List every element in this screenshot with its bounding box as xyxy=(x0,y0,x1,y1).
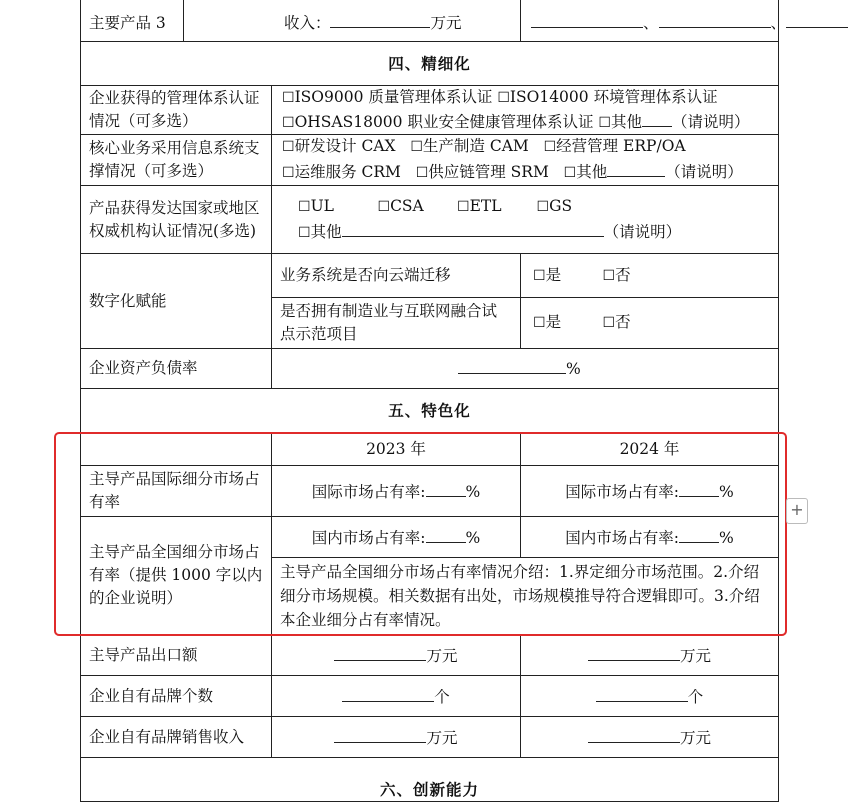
label-cloud-yes: 是 xyxy=(545,265,562,284)
application-form-table xyxy=(80,0,787,802)
opt-iso9000: ISO9000 质量管理体系认证 xyxy=(294,88,493,106)
intl-blank-2024[interactable] xyxy=(679,479,719,497)
checkbox-cloud-yes[interactable]: ☐ xyxy=(533,267,546,284)
row-intl-share xyxy=(81,466,779,517)
opt-ohsas18000: OHSAS18000 职业安全健康管理体系认证 xyxy=(294,113,594,131)
intl-share-2023 xyxy=(272,466,521,517)
brand-sales-2024 xyxy=(521,717,779,758)
opt-csa: CSA xyxy=(390,197,424,215)
checkbox-cam[interactable]: ☐ xyxy=(410,139,423,155)
product-field-2[interactable] xyxy=(659,10,771,28)
brands-blank-2023[interactable] xyxy=(342,684,434,702)
opt-info-other: 其他 xyxy=(576,163,608,181)
digital-q1: 业务系统是否向云端迁移 xyxy=(272,254,521,298)
checkbox-iso9000[interactable]: ☐ xyxy=(282,90,295,106)
domestic-share-2023 xyxy=(272,517,521,558)
domestic-description[interactable]: 主导产品全国细分市场占有率情况介绍：1.界定细分市场范围。2.介绍细分市场规模。相关数据有出处，市场规模推导符合逻辑即可。3.介绍本企业细分占有率情况。 xyxy=(272,558,779,635)
opt-cam: 生产制造 CAM xyxy=(422,137,529,155)
revenue-unit: 万元 xyxy=(430,14,462,32)
opt-mgmt-other: 其他 xyxy=(610,113,642,131)
checkbox-pilot-no[interactable]: ☐ xyxy=(602,315,616,331)
years-header-empty xyxy=(81,433,272,466)
debt-label: 企业资产负债率 xyxy=(81,349,272,389)
intl-share-2024 xyxy=(521,466,779,517)
opt-iso14000: ISO14000 环境管理体系认证 xyxy=(509,88,718,106)
checkbox-iso14000[interactable]: ☐ xyxy=(497,90,510,106)
export-label: 主导产品出口额 xyxy=(81,635,272,676)
cert-other-blank[interactable] xyxy=(342,219,604,237)
checkbox-crm[interactable]: ☐ xyxy=(282,165,295,181)
info-sys-options xyxy=(272,135,779,186)
revenue-label: 收入： xyxy=(283,14,331,32)
export-unit-2023: 万元 xyxy=(426,646,458,665)
checkbox-srm[interactable]: ☐ xyxy=(415,165,429,181)
brand-sales-blank-2023[interactable] xyxy=(334,725,426,743)
label-pilot-yes: 是 xyxy=(545,313,562,331)
section-4-title: 四、精细化 xyxy=(81,42,779,86)
opt-ul: UL xyxy=(310,197,334,215)
section-5-title: 五、特色化 xyxy=(81,389,779,433)
debt-value xyxy=(272,349,779,389)
mgmt-cert-options xyxy=(272,86,779,135)
export-2024 xyxy=(521,635,779,676)
brands-unit-2023: 个 xyxy=(434,687,450,706)
row-debt-ratio xyxy=(81,349,779,389)
label-cloud-no: 否 xyxy=(615,265,631,284)
brands-2023 xyxy=(272,676,521,717)
cert-note: （请说明） xyxy=(603,223,682,241)
export-unit-2024: 万元 xyxy=(679,646,711,665)
year-2024-header: 2024 年 xyxy=(521,433,779,466)
info-note: （请说明） xyxy=(665,163,743,181)
intl-blank-2023[interactable] xyxy=(426,479,466,497)
domestic-blank-2024[interactable] xyxy=(679,525,719,543)
intl-share-label: 主导产品国际细分市场占有率 xyxy=(81,466,272,517)
checkbox-erp[interactable]: ☐ xyxy=(543,139,557,155)
row-brand-sales xyxy=(81,717,779,758)
opt-gs: GS xyxy=(549,197,573,215)
row-product-cert xyxy=(81,186,779,254)
row-digital-1 xyxy=(81,254,779,298)
digital-q2-answer xyxy=(521,298,779,349)
main-product-3-label xyxy=(81,0,184,42)
domestic-blank-2023[interactable] xyxy=(426,525,466,543)
label-pilot-no: 否 xyxy=(615,313,631,331)
brands-unit-2024: 个 xyxy=(687,687,704,706)
product-cert-label: 产品获得发达国家或地区权威机构认证情况(多选) xyxy=(81,186,272,254)
opt-erp: 经营管理 ERP/OA xyxy=(556,137,686,155)
debt-unit: % xyxy=(566,360,581,378)
checkbox-ul[interactable]: ☐ xyxy=(298,199,311,215)
revenue-blank[interactable] xyxy=(330,10,430,28)
export-2023 xyxy=(272,635,521,676)
add-row-button[interactable]: + xyxy=(786,498,808,524)
mgmt-other-blank[interactable] xyxy=(642,109,672,127)
product-field-1[interactable] xyxy=(531,10,643,28)
checkbox-info-other[interactable]: ☐ xyxy=(563,165,577,181)
section-6-title: 六、创新能力 xyxy=(81,758,779,802)
intl-unit-2024: % xyxy=(719,482,734,501)
checkbox-gs[interactable]: ☐ xyxy=(536,199,550,215)
mgmt-note: （请说明） xyxy=(671,113,750,131)
separator-1: 、 xyxy=(643,14,659,32)
domestic-unit-2024: % xyxy=(719,528,734,547)
export-blank-2024[interactable] xyxy=(588,643,680,661)
checkbox-ohsas18000[interactable]: ☐ xyxy=(282,115,295,131)
brands-2024 xyxy=(521,676,779,717)
digital-q1-answer xyxy=(521,254,779,298)
opt-cax: 研发设计 CAX xyxy=(294,137,396,155)
opt-crm: 运维服务 CRM xyxy=(294,163,401,181)
domestic-unit-2023: % xyxy=(465,528,481,547)
digital-q2: 是否拥有制造业与互联网融合试点示范项目 xyxy=(272,298,521,349)
checkbox-cax[interactable]: ☐ xyxy=(282,139,295,155)
checkbox-csa[interactable]: ☐ xyxy=(377,199,391,215)
row-years-header xyxy=(81,433,779,466)
mgmt-cert-label: 企业获得的管理体系认证情况（可多选） xyxy=(81,86,272,135)
opt-cert-other: 其他 xyxy=(310,223,342,241)
domestic-field-2024: 国内市场占有率: xyxy=(565,528,679,547)
opt-etl: ETL xyxy=(469,197,502,215)
row-info-sys xyxy=(81,135,779,186)
separator-2: 、 xyxy=(770,14,787,32)
main-product-3-text: 主要产品 3 xyxy=(89,14,166,32)
intl-unit-2023: % xyxy=(465,482,481,501)
export-blank-2023[interactable] xyxy=(334,643,426,661)
row-export xyxy=(81,635,779,676)
domestic-field-2023: 国内市场占有率: xyxy=(311,528,426,547)
checkbox-cloud-no[interactable]: ☐ xyxy=(602,267,616,284)
brand-sales-label: 企业自有品牌销售收入 xyxy=(81,717,272,758)
product-field-3[interactable] xyxy=(786,10,848,28)
debt-blank[interactable] xyxy=(458,356,566,374)
opt-srm: 供应链管理 SRM xyxy=(428,163,549,181)
checkbox-cert-other[interactable]: ☐ xyxy=(298,225,311,241)
brand-sales-blank-2024[interactable] xyxy=(588,725,680,743)
main-product-3-fields xyxy=(521,0,787,42)
intl-field-2024: 国际市场占有率: xyxy=(565,482,679,501)
checkbox-etl[interactable]: ☐ xyxy=(457,199,470,215)
product-cert-options xyxy=(272,186,779,254)
info-sys-label: 核心业务采用信息系统支撑情况（可多选） xyxy=(81,135,272,186)
info-other-blank[interactable] xyxy=(607,159,665,177)
domestic-share-label: 主导产品全国细分市场占有率（提供 1000 字以内的企业说明） xyxy=(81,517,272,635)
main-product-3-revenue xyxy=(184,0,521,42)
row-main-product-3 xyxy=(81,0,779,42)
digital-label: 数字化赋能 xyxy=(81,254,272,349)
brand-sales-2023 xyxy=(272,717,521,758)
year-2023-header: 2023 年 xyxy=(272,433,521,466)
checkbox-pilot-yes[interactable]: ☐ xyxy=(533,315,546,331)
brands-label: 企业自有品牌个数 xyxy=(81,676,272,717)
brand-sales-unit-2024: 万元 xyxy=(679,728,711,747)
row-domestic-share xyxy=(81,517,779,558)
domestic-share-2024 xyxy=(521,517,779,558)
checkbox-mgmt-other[interactable]: ☐ xyxy=(598,115,611,131)
brands-blank-2024[interactable] xyxy=(596,684,688,702)
row-brand-count xyxy=(81,676,779,717)
brand-sales-unit-2023: 万元 xyxy=(426,728,458,747)
intl-field-2023: 国际市场占有率: xyxy=(311,482,426,501)
row-mgmt-cert xyxy=(81,86,779,135)
